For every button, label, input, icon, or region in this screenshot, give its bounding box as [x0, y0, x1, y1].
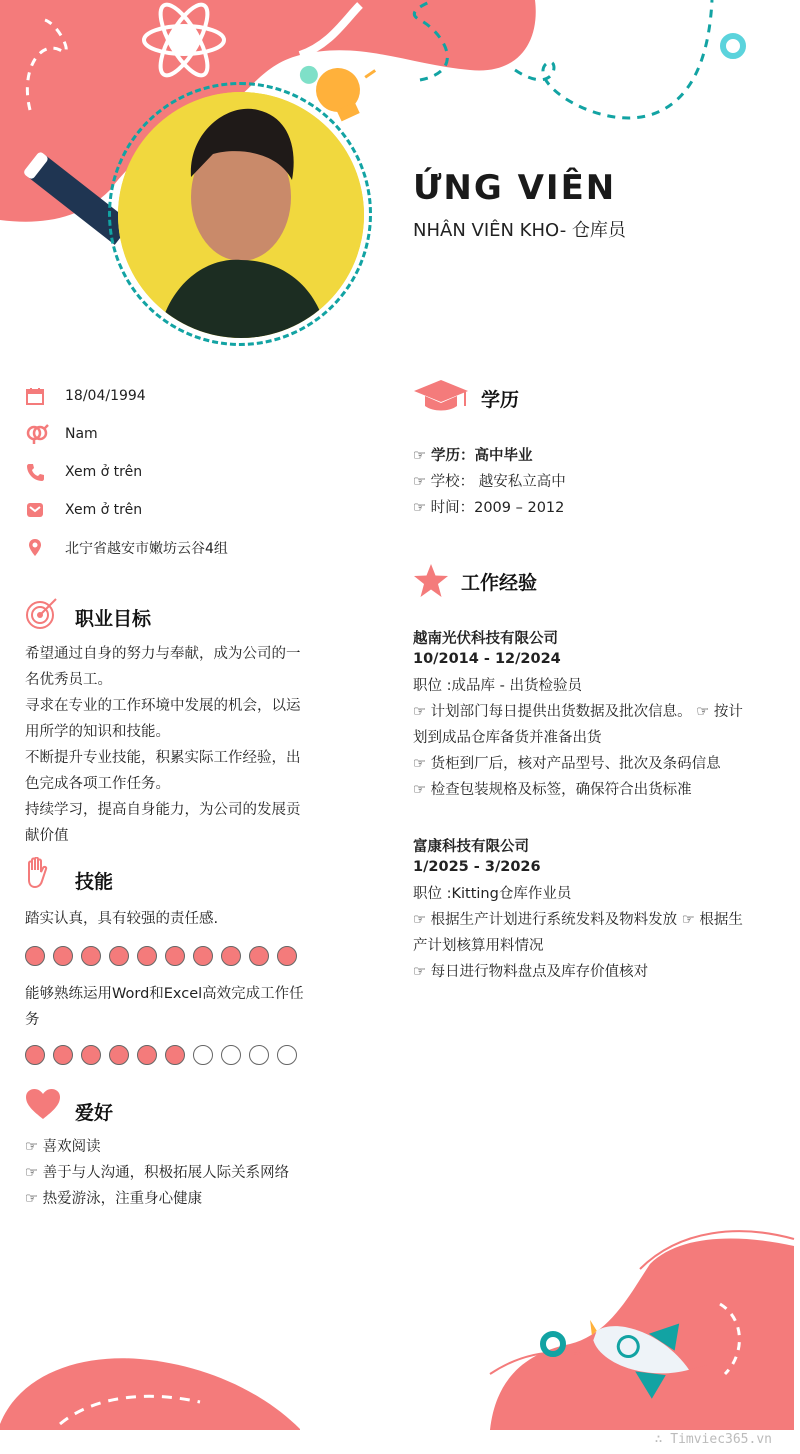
job-1-company: 越南光伏科技有限公司: [413, 631, 558, 647]
rating-dot: [249, 946, 269, 966]
education-school: ☞ 学校： 越安私立高中: [413, 474, 566, 490]
phone-icon: [25, 460, 55, 484]
contact-email: Xem ở trên: [25, 495, 142, 525]
footer-decoration: [0, 1224, 800, 1454]
job-2-details: 职位 :Kitting仓库作业员 ☞ 根据生产计划进行系统发料及物料发放 ☞ 根据生 产计划核算用料情况 ☞ 每日进行物料盘点及库存价值核对: [413, 886, 743, 980]
job-1-period: 10/2014 - 12/2024: [413, 651, 561, 667]
rating-dot: [137, 946, 157, 966]
objective-title: 职业目标: [75, 608, 152, 630]
rating-dot: [53, 946, 73, 966]
contact-address: 北宁省越安市嫩坊云谷4组: [25, 533, 228, 563]
job-title: NHÂN VIÊN KHO- 仓库员: [413, 220, 626, 241]
target-icon: [25, 596, 59, 634]
skills-title: 技能: [75, 871, 114, 893]
skill-2-rating: [25, 1045, 297, 1065]
candidate-name: ỨNG VIÊN: [413, 168, 617, 208]
star-icon: [413, 563, 449, 603]
hand-icon: [25, 857, 49, 893]
contact-phone: Xem ở trên: [25, 457, 142, 487]
skill-1-rating: [25, 946, 297, 966]
rating-dot: [221, 946, 241, 966]
skill-2-label: 能够熟练运用Word和Excel高效完成工作任 务: [25, 986, 304, 1028]
gender-icon: [25, 422, 55, 446]
list-item: ☞ 热爱游泳，注重身心健康: [25, 1191, 203, 1207]
rating-dot: [25, 1045, 45, 1065]
rating-dot: [53, 1045, 73, 1065]
objective-text: 希望通过自身的努力与奉献，成为公司的一 名优秀员工。 寻求在专业的工作环境中发展的机会，以运 用所学的知识和技能。 不断提升专业技能，积累实际工作经验，出 色完成各项工作任务。 持续学习，提高自身能力，为公司的发展贡 献价值: [25, 646, 301, 844]
rating-dot: [165, 946, 185, 966]
rating-dot: [109, 946, 129, 966]
job-2-company: 富康科技有限公司: [413, 839, 529, 855]
hobbies-title: 爱好: [75, 1102, 114, 1124]
rating-dot: [193, 946, 213, 966]
job-2-period: 1/2025 - 3/2026: [413, 859, 541, 875]
education-time: ☞ 时间：2009 – 2012: [413, 500, 565, 516]
rating-dot: [165, 1045, 185, 1065]
rating-dot: [25, 946, 45, 966]
candidate-photo: [118, 92, 364, 338]
job-1-details: 职位 :成品库 - 出货检验员 ☞ 计划部门每日提供出货数据及批次信息。 ☞ 按计 划到成品仓库备货并准备出货 ☞ 货柜到厂后，核对产品型号、批次及条码信息 ☞ 检查包装规格及标签，确保符合出货标准: [413, 678, 743, 798]
skill-1-label: 踏实认真，具有较强的责任感.: [25, 911, 219, 927]
rating-dot: [193, 1045, 213, 1065]
rating-dot: [277, 946, 297, 966]
education-title: 学历: [481, 389, 520, 411]
education-degree: ☞ 学历：高中毕业: [413, 448, 533, 464]
rating-dot: [109, 1045, 129, 1065]
graduation-cap-icon: [413, 378, 469, 418]
heart-icon: [25, 1088, 61, 1124]
contact-birthdate: 18/04/1994: [25, 381, 146, 411]
rating-dot: [81, 946, 101, 966]
hobbies-list: [25, 1134, 345, 1212]
rating-dot: [249, 1045, 269, 1065]
experience-title: 工作经验: [461, 572, 538, 594]
rating-dot: [137, 1045, 157, 1065]
rating-dot: [81, 1045, 101, 1065]
list-item: ☞ 善于与人沟通，积极拓展人际关系网络: [25, 1165, 290, 1181]
calendar-icon: [25, 384, 55, 408]
contact-gender: Nam: [25, 419, 98, 449]
email-icon: [25, 498, 55, 522]
watermark: ∴ Timviec365.vn: [654, 1432, 772, 1447]
rating-dot: [277, 1045, 297, 1065]
rating-dot: [221, 1045, 241, 1065]
list-item: ☞ 喜欢阅读: [25, 1139, 101, 1155]
location-pin-icon: [25, 536, 55, 560]
